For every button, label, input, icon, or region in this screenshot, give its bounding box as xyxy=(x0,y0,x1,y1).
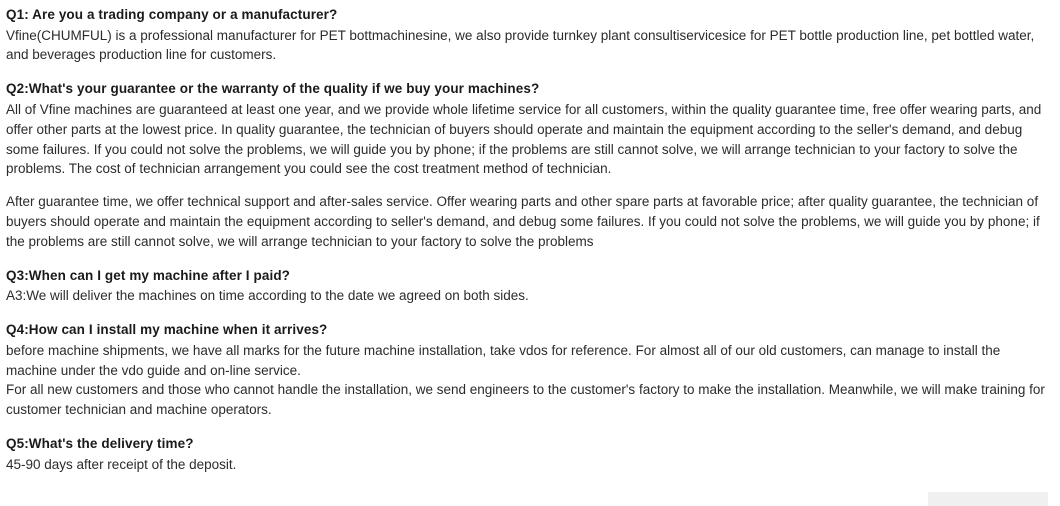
page-bottom-placeholder xyxy=(928,492,1048,506)
faq-question: Q4:How can I install my machine when it arrives? xyxy=(6,322,328,338)
faq-answer: before machine shipments, we have all marks for the future machine installation, take vdos for reference. For almost all of our old customers, can manage to install the machine under the vdo guide and on-line service. xyxy=(6,342,1001,378)
faq-answer-continued: For all new customers and those who cannot handle the installation, we send engineers to the customer's factory to make the installation. Meanwhile, we will make training for customer technician and machine operators. xyxy=(6,382,1045,418)
faq-item xyxy=(6,5,1050,65)
faq-item xyxy=(6,266,1050,306)
faq-item xyxy=(6,434,1050,474)
faq-answer: 45-90 days after receipt of the deposit. xyxy=(6,456,237,472)
faq-question: Q3:When can I get my machine after I paid? xyxy=(6,267,291,283)
faq-item xyxy=(6,320,1050,420)
faq-question: Q2:What's your guarantee or the warranty of the quality if we buy your machines? xyxy=(6,81,540,97)
faq-answer: Vfine(CHUMFUL) is a professional manufacturer for PET bottmachinesine, we also provide turnkey plant consultiservicesice for PET bottle production line, pet bottled water, and beverages production line for customers. xyxy=(6,27,1035,63)
faq-answer: All of Vfine machines are guaranteed at least one year, and we provide whole lifetime service for all customers, within the quality guarantee time, free offer wearing parts, and offer other parts at the lowest price. In quality guarantee, the technician of buyers should operate and maintain the equipment according to the seller's demand, and debug some failures. If you could not solve the problems, we will guide you by phone; if the problems are still cannot solve, we will arrange technician to your factory to solve the problems. The cost of technician arrangement you could see the cost treatment method of technician. xyxy=(6,101,1042,177)
faq-answer-continued: After guarantee time, we offer technical support and after-sales service. Offer wearing parts and other spare parts at favorable price; after quality guarantee, the technician of buyers should operate and maintain the equipment according to seller's demand, and debug some failures. If you could not solve the problems, we will guide you by phone; if the problems are still cannot solve, we will arrange technician to your factory to solve the problems xyxy=(6,194,1040,249)
faq-question: Q1: Are you a trading company or a manufacturer? xyxy=(6,7,338,22)
faq-answer: A3:We will deliver the machines on time according to the date we agreed on both sides. xyxy=(6,288,529,304)
faq-question: Q5:What's the delivery time? xyxy=(6,436,194,452)
faq-item xyxy=(6,79,1050,251)
